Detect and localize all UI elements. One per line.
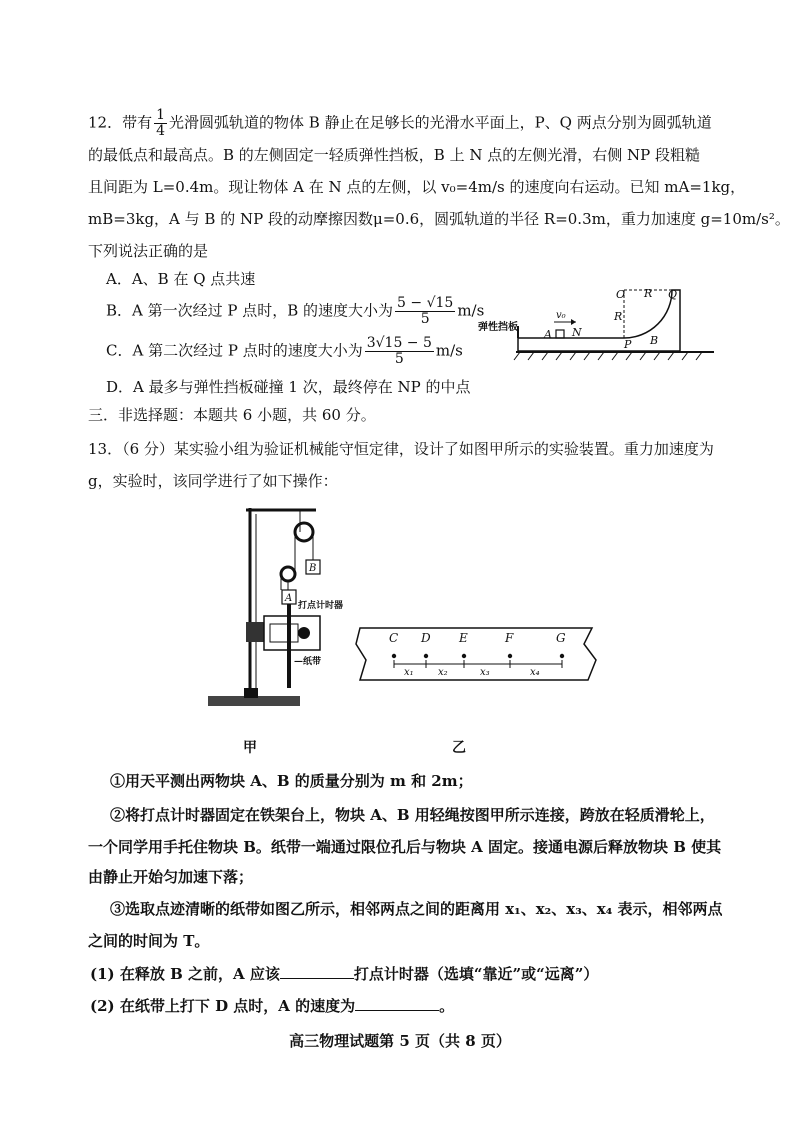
q12-option-c-fraction [365, 336, 434, 367]
q12-option-c-den: 5 [394, 351, 404, 367]
pulley-lower [281, 567, 295, 581]
page-footer: 高三物理试题第 5 页（共 8 页） [289, 1032, 511, 1050]
fig-label-b: B [650, 334, 659, 347]
block-b-label: B [309, 563, 317, 574]
fig-label-n: N [572, 326, 582, 339]
q12-option-b-unit: m/s [457, 301, 485, 320]
q12-line-2: 的最低点和最高点。B 的左侧固定一轻质弹性挡板，B 上 N 点的左侧光滑，右侧 NP 段粗糙 [88, 146, 701, 164]
section-3-heading: 三．非选择题：本题共 6 小题，共 60 分。 [88, 406, 376, 424]
fig-label-a: A [544, 328, 552, 341]
q13-line-2: g，实验时，该同学进行了如下操作： [88, 472, 338, 490]
timer-dot [298, 627, 310, 639]
label-x3: x₃ [480, 667, 490, 678]
figure-yi [352, 620, 604, 692]
q13-sub-1-text: (1) 在释放 B 之前，A 应该 [90, 965, 280, 983]
q13-step-3b: 之间的时间为 T。 [88, 932, 210, 950]
tape-dots [392, 654, 564, 658]
block-a-label: A [285, 593, 293, 604]
q12-option-d: D．A 最多与弹性挡板碰撞 1 次，最终停在 NP 的中点 [106, 378, 471, 396]
q12-option-b-fraction [395, 296, 455, 327]
q13-step-1: ①用天平测出两物块 A、B 的质量分别为 m 和 2m； [110, 772, 473, 790]
q12-option-c-text: C．A 第二次经过 P 点时的速度大小为 [106, 341, 363, 360]
q12-option-c-unit: m/s [435, 341, 463, 360]
q12-line-4: mB=3kg，A 与 B 的 NP 段的动摩擦因数μ=0.6，圆弧轨道的半径 R=0.3m，重力加速度 g=10m/s²。 [88, 210, 790, 228]
fig-label-q: Q [668, 288, 678, 301]
q12-option-b-den: 5 [420, 311, 430, 327]
point-f: F [505, 631, 514, 645]
point-e: E [459, 631, 468, 645]
tape-label: —纸带 [294, 657, 322, 667]
timer-box [264, 616, 320, 650]
q12-option-b-num: 5 − √15 [397, 295, 454, 311]
q12-number: 12． [88, 113, 123, 132]
fig-label-o: O [616, 288, 626, 301]
block-a [556, 330, 564, 338]
q12-option-b [106, 296, 484, 327]
figure-jia-label: 甲 [243, 740, 257, 756]
q12-fraction [154, 108, 167, 139]
fig-label-p: P [624, 338, 632, 351]
q13-line-1: 13．（6 分）某实验小组为验证机械能守恒定律，设计了如图甲所示的实验装置。重力加速度为 [88, 440, 714, 458]
q13-sub-1-blank[interactable] [280, 962, 354, 979]
q12-option-a: A．A、B 在 Q 点共速 [106, 270, 256, 288]
dot-f [508, 654, 512, 658]
q13-sub-1 [90, 962, 598, 985]
q13-step-2a: ②将打点计时器固定在铁架台上，物块 A、B 用轻绳按图甲所示连接，跨放在轻质滑轮上， [110, 806, 715, 824]
fig-label-r-top: R [644, 287, 653, 300]
q12-option-c-num: 3√15 − 5 [366, 335, 432, 351]
q13-step-2b: 一个同学用手托住物块 B。纸带一端通过限位孔后与物块 A 固定。接通电源后释放物块 B 使其 [88, 838, 722, 856]
q13-sub-2-end: 。 [439, 997, 455, 1015]
q12-line-3: 且间距为 L=0.4m。现让物体 A 在 N 点的左侧，以 v₀=4m/s 的速度向右运动。已知 mA=1kg， [88, 178, 746, 196]
figure-yi-label: 乙 [452, 740, 466, 756]
dot-e [462, 654, 466, 658]
label-x4: x₄ [530, 667, 540, 678]
fig-label-baffle: 弹性挡板 [478, 322, 518, 333]
q12-option-b-text: B．A 第一次经过 P 点时，B 的速度大小为 [106, 301, 394, 320]
point-g: G [556, 631, 566, 645]
dot-g [560, 654, 564, 658]
q13-step-3a: ③选取点迹清晰的纸带如图乙所示，相邻两点之间的距离用 x₁、x₂、x₃、x₄ 表示，相邻两点 [110, 900, 723, 918]
stand-foot [244, 688, 258, 698]
fig-label-v0: v₀ [556, 310, 566, 321]
q12-text-a: 带有 [122, 113, 153, 132]
label-x1: x₁ [404, 667, 414, 678]
point-c: C [389, 631, 399, 645]
q13-sub-2-text: (2) 在纸带上打下 D 点时，A 的速度为 [90, 997, 356, 1015]
q13-sub-2-blank[interactable] [355, 994, 439, 1011]
timer-inner [270, 624, 298, 642]
q12-line-5: 下列说法正确的是 [88, 242, 209, 260]
q12-line-1 [88, 108, 712, 139]
q13-sub-2 [90, 994, 454, 1017]
dot-c [392, 654, 396, 658]
stand-clamp [246, 622, 264, 642]
q12-option-c [106, 336, 463, 367]
q12-frac-num: 1 [156, 107, 166, 123]
velocity-arrowhead [571, 319, 576, 325]
ground-hatch [514, 352, 702, 360]
q13-step-2c: 由静止开始匀加速下落； [88, 868, 254, 886]
q13-sub-1-hint: 打点计时器（选填“靠近”或“远离”） [353, 965, 599, 983]
q12-figure [478, 288, 718, 366]
dot-d [424, 654, 428, 658]
q12-text-b: 光滑圆弧轨道的物体 B 静止在足够长的光滑水平面上，P、Q 两点分别为圆弧轨道 [169, 113, 712, 132]
figure-jia [204, 504, 344, 718]
q12-frac-den: 4 [156, 123, 166, 139]
pulley-top [295, 523, 313, 541]
timer-label: 打点计时器 [298, 601, 344, 611]
point-d: D [421, 631, 431, 645]
label-x2: x₂ [438, 667, 448, 678]
fig-label-r-side: R [614, 310, 623, 323]
